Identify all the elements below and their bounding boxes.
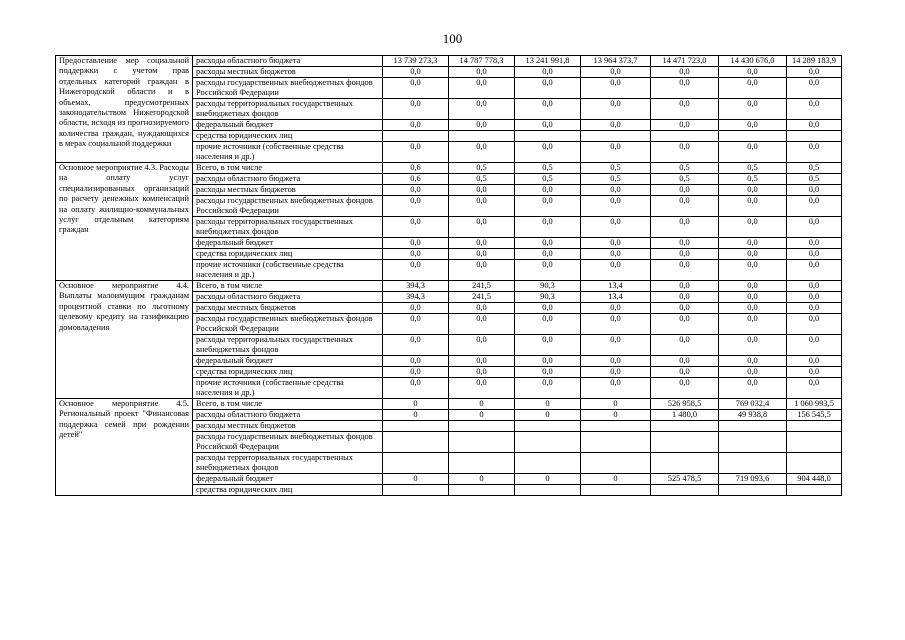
amount-cell: 0 xyxy=(449,410,515,421)
amount-cell: 526 958,5 xyxy=(651,399,719,410)
amount-cell: 394,3 xyxy=(383,281,449,292)
amount-cell: 0,0 xyxy=(383,99,449,120)
amount-cell: 0,0 xyxy=(515,260,581,281)
funding-source: расходы местных бюджетов xyxy=(193,303,383,314)
amount-cell: 0,0 xyxy=(581,378,651,399)
amount-cell: 0,0 xyxy=(651,217,719,238)
amount-cell: 0,0 xyxy=(787,292,842,303)
amount-cell: 0,0 xyxy=(383,142,449,163)
amount-cell: 0,0 xyxy=(719,196,787,217)
amount-cell: 0,5 xyxy=(449,163,515,174)
amount-cell: 0,0 xyxy=(787,78,842,99)
amount-cell: 0,0 xyxy=(449,142,515,163)
funding-source: расходы государственных внебюджетных фондов Российской Федерации xyxy=(193,314,383,335)
amount-cell xyxy=(515,432,581,453)
amount-cell: 0,0 xyxy=(719,378,787,399)
funding-source: средства юридических лиц xyxy=(193,367,383,378)
measure-description: Основное мероприятие 4.5. Региональный проект "Финансовая поддержка семей при рождении детей" xyxy=(56,399,193,496)
amount-cell: 0,0 xyxy=(449,260,515,281)
amount-cell xyxy=(651,432,719,453)
amount-cell: 90,3 xyxy=(515,292,581,303)
measure-description: Основное мероприятие 4.4. Выплаты малоимущим гражданам процентной ставки по льготному целевому кредиту на газификацию домовладения xyxy=(56,281,193,399)
amount-cell xyxy=(515,453,581,474)
amount-cell: 0,0 xyxy=(515,185,581,196)
amount-cell: 0,0 xyxy=(651,67,719,78)
amount-cell: 0,0 xyxy=(581,303,651,314)
amount-cell: 0,0 xyxy=(719,367,787,378)
amount-cell: 0,0 xyxy=(515,238,581,249)
amount-cell: 0,0 xyxy=(719,303,787,314)
amount-cell: 0,0 xyxy=(515,356,581,367)
amount-cell: 0,0 xyxy=(719,260,787,281)
amount-cell: 0,0 xyxy=(581,78,651,99)
amount-cell: 0,0 xyxy=(719,120,787,131)
amount-cell: 0,0 xyxy=(651,185,719,196)
amount-cell xyxy=(581,432,651,453)
amount-cell: 0,0 xyxy=(515,367,581,378)
amount-cell: 0 xyxy=(449,474,515,485)
amount-cell: 0,0 xyxy=(651,196,719,217)
amount-cell xyxy=(515,421,581,432)
amount-cell xyxy=(515,485,581,496)
amount-cell xyxy=(449,432,515,453)
funding-source: расходы государственных внебюджетных фондов Российской Федерации xyxy=(193,432,383,453)
amount-cell xyxy=(383,453,449,474)
amount-cell: 0 xyxy=(449,399,515,410)
funding-source: федеральный бюджет xyxy=(193,356,383,367)
amount-cell: 0,0 xyxy=(515,67,581,78)
amount-cell: 0,0 xyxy=(787,99,842,120)
measure-description: Предоставление мер социальной поддержки с учетом прав отдельных категорий граждан в Нижегородской области и в объемах, предусмотренных законодательством Нижегородской области, исходя из прогнозируемого количества граждан, нуждающихся в мерах социальной поддержки xyxy=(56,56,193,163)
amount-cell: 0,0 xyxy=(383,120,449,131)
amount-cell: 0,0 xyxy=(787,281,842,292)
amount-cell: 241,5 xyxy=(449,281,515,292)
amount-cell: 13,4 xyxy=(581,292,651,303)
amount-cell: 0,0 xyxy=(787,367,842,378)
amount-cell: 0,0 xyxy=(651,249,719,260)
amount-cell xyxy=(651,485,719,496)
amount-cell: 0,0 xyxy=(581,356,651,367)
amount-cell: 0 xyxy=(515,399,581,410)
funding-source: прочие источники (собственные средства населения и др.) xyxy=(193,260,383,281)
amount-cell: 0,5 xyxy=(581,174,651,185)
amount-cell xyxy=(449,421,515,432)
amount-cell: 0,0 xyxy=(581,238,651,249)
amount-cell xyxy=(449,485,515,496)
amount-cell: 0,0 xyxy=(383,238,449,249)
amount-cell: 0,0 xyxy=(449,303,515,314)
amount-cell: 0,0 xyxy=(719,78,787,99)
amount-cell xyxy=(787,485,842,496)
amount-cell: 0,0 xyxy=(719,292,787,303)
amount-cell: 1 060 993,5 xyxy=(787,399,842,410)
amount-cell xyxy=(651,453,719,474)
amount-cell: 0,0 xyxy=(383,367,449,378)
amount-cell: 0,0 xyxy=(515,78,581,99)
amount-cell: 0,0 xyxy=(383,303,449,314)
amount-cell: 0,0 xyxy=(449,378,515,399)
amount-cell: 0,5 xyxy=(651,163,719,174)
amount-cell: 13,4 xyxy=(581,281,651,292)
amount-cell xyxy=(581,453,651,474)
amount-cell: 0,0 xyxy=(651,120,719,131)
amount-cell: 0,0 xyxy=(787,238,842,249)
amount-cell: 0,5 xyxy=(787,163,842,174)
amount-cell xyxy=(383,421,449,432)
amount-cell: 0,0 xyxy=(719,142,787,163)
table-row xyxy=(56,163,842,174)
amount-cell: 0,0 xyxy=(449,67,515,78)
amount-cell xyxy=(719,421,787,432)
amount-cell: 0,0 xyxy=(383,185,449,196)
amount-cell: 0,0 xyxy=(581,260,651,281)
amount-cell xyxy=(787,432,842,453)
amount-cell: 719 093,6 xyxy=(719,474,787,485)
amount-cell: 0,0 xyxy=(515,378,581,399)
amount-cell: 0,0 xyxy=(651,142,719,163)
amount-cell: 0,0 xyxy=(515,196,581,217)
amount-cell: 0,0 xyxy=(449,356,515,367)
funding-source: средства юридических лиц xyxy=(193,485,383,496)
amount-cell xyxy=(719,432,787,453)
amount-cell: 0 xyxy=(383,474,449,485)
table-row xyxy=(56,56,842,67)
amount-cell: 0,0 xyxy=(787,314,842,335)
amount-cell: 1 480,0 xyxy=(651,410,719,421)
amount-cell: 0,0 xyxy=(651,281,719,292)
amount-cell: 0,0 xyxy=(449,238,515,249)
amount-cell: 0,0 xyxy=(383,260,449,281)
funding-source: расходы областного бюджета xyxy=(193,410,383,421)
amount-cell xyxy=(787,453,842,474)
funding-source: расходы областного бюджета xyxy=(193,56,383,67)
amount-cell: 0 xyxy=(515,474,581,485)
amount-cell: 0,0 xyxy=(515,142,581,163)
amount-cell: 0 xyxy=(383,410,449,421)
table-row xyxy=(56,399,842,410)
funding-source: расходы местных бюджетов xyxy=(193,67,383,78)
amount-cell xyxy=(383,485,449,496)
amount-cell: 0,0 xyxy=(449,99,515,120)
amount-cell: 14 289 183,9 xyxy=(787,56,842,67)
funding-source: федеральный бюджет xyxy=(193,474,383,485)
funding-source: расходы территориальных государственных внебюджетных фондов xyxy=(193,99,383,120)
amount-cell: 0,0 xyxy=(515,120,581,131)
amount-cell: 0,0 xyxy=(787,142,842,163)
amount-cell: 0 xyxy=(581,399,651,410)
funding-source: расходы территориальных государственных внебюджетных фондов xyxy=(193,453,383,474)
amount-cell: 0,0 xyxy=(581,196,651,217)
amount-cell: 0,0 xyxy=(651,260,719,281)
amount-cell: 0 xyxy=(581,474,651,485)
amount-cell: 0,5 xyxy=(719,174,787,185)
amount-cell: 13 241 991,8 xyxy=(515,56,581,67)
amount-cell: 13 964 373,7 xyxy=(581,56,651,67)
amount-cell: 0,0 xyxy=(787,196,842,217)
amount-cell: 0,0 xyxy=(787,356,842,367)
amount-cell: 525 478,5 xyxy=(651,474,719,485)
table-row xyxy=(56,281,842,292)
amount-cell: 14 787 778,3 xyxy=(449,56,515,67)
amount-cell: 0,0 xyxy=(515,314,581,335)
amount-cell: 0 xyxy=(383,399,449,410)
amount-cell: 0,5 xyxy=(719,163,787,174)
amount-cell xyxy=(651,421,719,432)
amount-cell: 241,5 xyxy=(449,292,515,303)
amount-cell: 0,0 xyxy=(787,303,842,314)
amount-cell: 0,0 xyxy=(651,378,719,399)
funding-source: средства юридических лиц xyxy=(193,249,383,260)
funding-source: прочие источники (собственные средства населения и др.) xyxy=(193,378,383,399)
amount-cell: 0,5 xyxy=(449,174,515,185)
funding-source: Всего, в том числе xyxy=(193,163,383,174)
amount-cell xyxy=(651,131,719,142)
amount-cell: 0,0 xyxy=(383,78,449,99)
amount-cell: 0,0 xyxy=(515,335,581,356)
amount-cell xyxy=(719,131,787,142)
amount-cell: 49 938,8 xyxy=(719,410,787,421)
amount-cell: 904 448,0 xyxy=(787,474,842,485)
amount-cell: 0,0 xyxy=(581,67,651,78)
amount-cell: 0,0 xyxy=(383,314,449,335)
amount-cell: 0,0 xyxy=(787,120,842,131)
amount-cell: 0,0 xyxy=(383,67,449,78)
amount-cell: 0,0 xyxy=(787,260,842,281)
amount-cell: 13 739 273,3 xyxy=(383,56,449,67)
funding-source: расходы государственных внебюджетных фондов Российской Федерации xyxy=(193,196,383,217)
amount-cell: 0,5 xyxy=(581,163,651,174)
amount-cell xyxy=(581,485,651,496)
amount-cell: 0,0 xyxy=(651,78,719,99)
amount-cell: 0,0 xyxy=(515,99,581,120)
amount-cell: 0,0 xyxy=(787,335,842,356)
amount-cell: 0,5 xyxy=(515,174,581,185)
funding-source: Всего, в том числе xyxy=(193,399,383,410)
amount-cell: 0,0 xyxy=(719,67,787,78)
amount-cell: 0,0 xyxy=(651,99,719,120)
amount-cell: 0,0 xyxy=(383,249,449,260)
amount-cell: 0,0 xyxy=(787,217,842,238)
amount-cell: 0,0 xyxy=(515,217,581,238)
amount-cell: 0 xyxy=(515,410,581,421)
amount-cell: 0,0 xyxy=(719,99,787,120)
amount-cell: 0,0 xyxy=(651,303,719,314)
amount-cell: 0,5 xyxy=(787,174,842,185)
amount-cell: 0,0 xyxy=(581,335,651,356)
amount-cell xyxy=(581,131,651,142)
amount-cell: 0,0 xyxy=(383,356,449,367)
amount-cell xyxy=(383,131,449,142)
amount-cell xyxy=(581,421,651,432)
funding-source: прочие источники (собственные средства населения и др.) xyxy=(193,142,383,163)
amount-cell: 0,0 xyxy=(581,142,651,163)
funding-source: расходы местных бюджетов xyxy=(193,421,383,432)
amount-cell: 0,0 xyxy=(449,249,515,260)
amount-cell: 0,6 xyxy=(383,163,449,174)
measure-description: Основное мероприятие 4.3. Расходы на оплату услуг специализированных организаций по расчету денежных компенсаций на оплату жилищно-коммунальных услуг отдельным категориям граждан xyxy=(56,163,193,281)
funding-source: расходы территориальных государственных внебюджетных фондов xyxy=(193,217,383,238)
budget-table-body xyxy=(56,56,842,496)
funding-source: Всего, в том числе xyxy=(193,281,383,292)
funding-source: расходы территориальных государственных внебюджетных фондов xyxy=(193,335,383,356)
amount-cell: 0,0 xyxy=(581,99,651,120)
funding-source: расходы местных бюджетов xyxy=(193,185,383,196)
amount-cell: 0,0 xyxy=(449,196,515,217)
amount-cell: 156 545,5 xyxy=(787,410,842,421)
amount-cell: 0 xyxy=(581,410,651,421)
budget-table xyxy=(55,55,842,496)
amount-cell: 0,0 xyxy=(719,281,787,292)
amount-cell: 90,3 xyxy=(515,281,581,292)
amount-cell: 0,0 xyxy=(515,303,581,314)
page-number: 100 xyxy=(442,31,463,46)
funding-source: расходы областного бюджета xyxy=(193,174,383,185)
amount-cell xyxy=(449,453,515,474)
amount-cell: 769 032,4 xyxy=(719,399,787,410)
amount-cell: 0,0 xyxy=(651,356,719,367)
amount-cell: 0,0 xyxy=(581,185,651,196)
amount-cell: 0,0 xyxy=(719,185,787,196)
amount-cell: 0,0 xyxy=(651,238,719,249)
amount-cell: 0,0 xyxy=(581,314,651,335)
amount-cell: 0,0 xyxy=(383,378,449,399)
amount-cell: 0,0 xyxy=(449,120,515,131)
amount-cell: 0,0 xyxy=(719,249,787,260)
funding-source: средства юридических лиц xyxy=(193,131,383,142)
funding-source: расходы государственных внебюджетных фондов Российской Федерации xyxy=(193,78,383,99)
amount-cell: 0,0 xyxy=(449,335,515,356)
amount-cell: 14 471 723,0 xyxy=(651,56,719,67)
amount-cell: 0,0 xyxy=(651,292,719,303)
amount-cell: 0,0 xyxy=(449,314,515,335)
funding-source: федеральный бюджет xyxy=(193,238,383,249)
amount-cell: 0,0 xyxy=(719,314,787,335)
amount-cell: 0,0 xyxy=(787,67,842,78)
amount-cell xyxy=(515,131,581,142)
amount-cell: 0,0 xyxy=(383,196,449,217)
amount-cell xyxy=(449,131,515,142)
funding-source: федеральный бюджет xyxy=(193,120,383,131)
amount-cell: 0,0 xyxy=(719,238,787,249)
amount-cell: 14 430 676,0 xyxy=(719,56,787,67)
amount-cell xyxy=(787,131,842,142)
amount-cell: 0,0 xyxy=(383,335,449,356)
funding-source: расходы областного бюджета xyxy=(193,292,383,303)
amount-cell xyxy=(719,453,787,474)
amount-cell: 0,0 xyxy=(449,367,515,378)
amount-cell: 0,0 xyxy=(515,249,581,260)
amount-cell xyxy=(787,421,842,432)
amount-cell: 0,0 xyxy=(581,120,651,131)
amount-cell: 0,0 xyxy=(719,335,787,356)
amount-cell: 394,3 xyxy=(383,292,449,303)
amount-cell: 0,0 xyxy=(651,335,719,356)
amount-cell: 0,0 xyxy=(581,367,651,378)
amount-cell: 0,0 xyxy=(449,185,515,196)
amount-cell xyxy=(383,432,449,453)
amount-cell: 0,0 xyxy=(449,217,515,238)
amount-cell: 0,0 xyxy=(787,378,842,399)
amount-cell: 0,0 xyxy=(787,185,842,196)
amount-cell: 0,0 xyxy=(651,367,719,378)
amount-cell: 0,0 xyxy=(719,217,787,238)
amount-cell: 0,0 xyxy=(651,314,719,335)
amount-cell: 0,0 xyxy=(719,356,787,367)
amount-cell: 0,5 xyxy=(651,174,719,185)
amount-cell: 0,0 xyxy=(581,217,651,238)
amount-cell: 0,0 xyxy=(449,78,515,99)
amount-cell: 0,0 xyxy=(787,249,842,260)
amount-cell xyxy=(719,485,787,496)
amount-cell: 0,6 xyxy=(383,174,449,185)
amount-cell: 0,5 xyxy=(515,163,581,174)
amount-cell: 0,0 xyxy=(383,217,449,238)
amount-cell: 0,0 xyxy=(581,249,651,260)
